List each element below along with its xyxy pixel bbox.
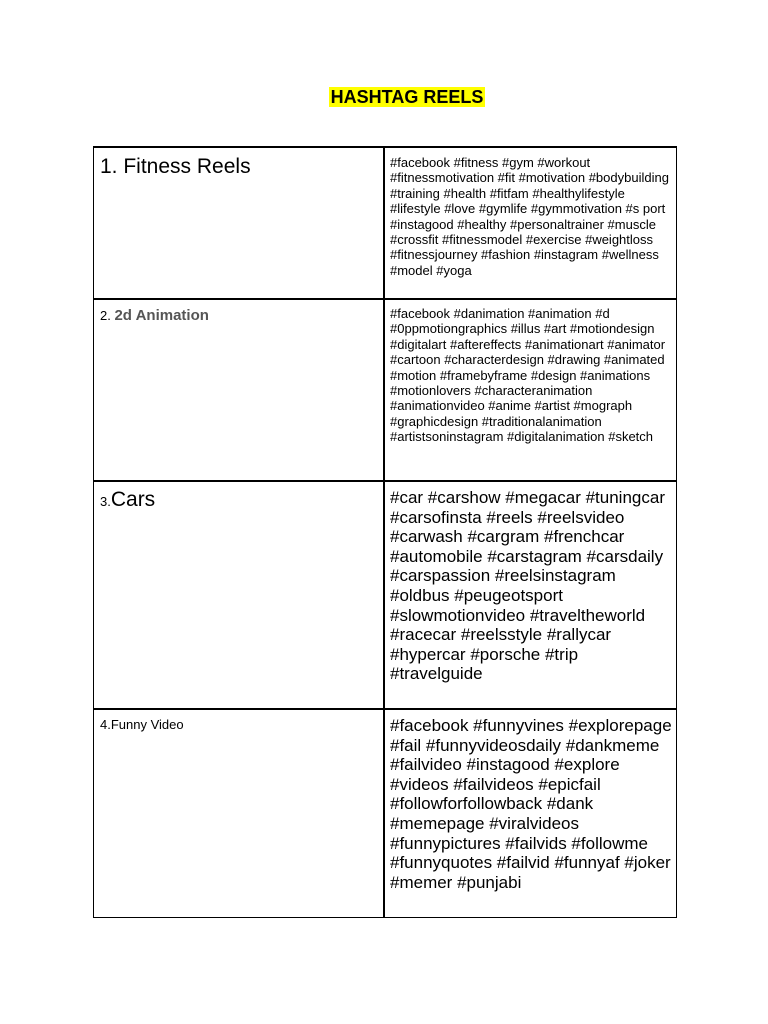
hashtags-text: #car #carshow #megacar #tuningcar #carsofinsta #reels #reelsvideo #carwash #cargram #frenchcar #automobile #carstagram #carsdaily #carspassion #reelsinstagram #oldbus #peugeotsport #slowmotionvideo #traveltheworld #racecar #reelsstyle #rallycar #hypercar #porsche #trip #travelguide — [390, 488, 665, 684]
table-row — [94, 147, 677, 299]
table-row — [94, 299, 677, 481]
document-title — [0, 86, 768, 108]
category-name: Funny Video — [110, 717, 184, 732]
category-label — [94, 148, 383, 180]
category-name: Cars — [110, 488, 156, 511]
category-name: 2d Animation — [114, 307, 209, 324]
category-number: 2. — [100, 308, 111, 323]
category-name: Fitness Reels — [123, 155, 251, 178]
category-cell — [94, 147, 385, 299]
table-row — [94, 709, 677, 918]
hashtags-cell — [384, 481, 677, 709]
category-number: 3. — [100, 494, 111, 509]
category-cell — [94, 299, 385, 481]
category-label — [94, 482, 383, 515]
category-number: 4. — [100, 717, 111, 732]
hashtags-cell — [384, 299, 677, 481]
category-cell — [94, 709, 385, 918]
hashtags-text: #facebook #fitness #gym #workout #fitnessmotivation #fit #motivation #bodybuilding #training #health #fitfam #healthylifestyle #lifestyle #love #gymlife #gymmotivation #s port #instagood #healthy #personaltrainer #muscle #crossfit #fitnessmodel #exercise #weightloss #fitnessjourney #fashion #instagram #wellness #model #yoga — [390, 155, 669, 278]
document-title-text: HASHTAG REELS — [330, 87, 484, 107]
hashtag-table — [93, 146, 677, 918]
hashtags-text: #facebook #danimation #animation #d #0ppmotiongraphics #illus #art #motiondesign #digitalart #aftereffects #animationart #animator #cartoon #characterdesign #drawing #animated #motion #framebyframe #design #animations #motionlovers #characteranimation #animationvideo #anime #artist #mograph #graphicdesign #traditionalanimation #artistsoninstagram #digitalanimation #sketch — [390, 306, 666, 445]
category-label — [94, 710, 383, 734]
hashtags-cell — [384, 147, 677, 299]
table-row — [94, 481, 677, 709]
hashtags-cell — [384, 709, 677, 918]
category-number: 1. — [100, 155, 118, 178]
category-label — [94, 300, 383, 327]
category-cell — [94, 481, 385, 709]
hashtags-text: #facebook #funnyvines #explorepage #fail #funnyvideosdaily #dankmeme #failvideo #instagood #explore #videos #failvideos #epicfail #followforfollowback #dank #memepage #viralvideos #funnypictures #failvids #followme #funnyquotes #failvid #funnyaf #joker #memer #punjabi — [390, 716, 672, 892]
